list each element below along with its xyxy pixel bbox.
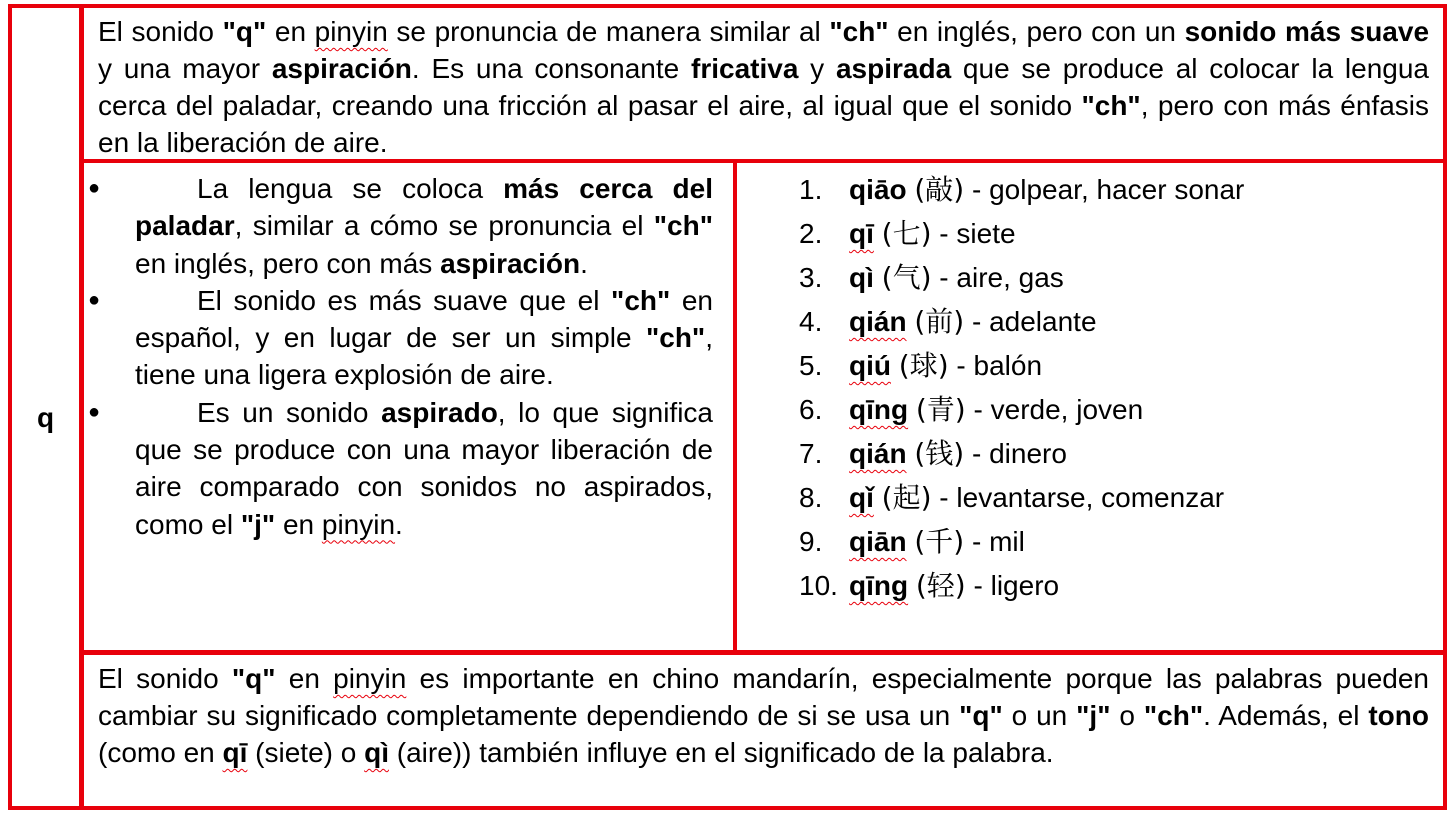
intro-paragraph	[98, 13, 1429, 161]
articulation-bullet	[84, 282, 713, 394]
example-meaning: - ligero	[965, 570, 1060, 601]
example-meaning: - mil	[964, 526, 1025, 557]
bullet-dot-icon: ●	[88, 177, 101, 199]
example-item	[799, 344, 1244, 388]
bold-text: "ch"	[1143, 700, 1204, 731]
articulation-bullet	[84, 394, 713, 543]
example-meaning: - verde, joven	[965, 394, 1144, 425]
example-number: 2.	[799, 218, 823, 249]
bold-text: "ch"	[645, 322, 706, 354]
articulation-cell	[80, 159, 737, 654]
text-run: (como en	[98, 737, 223, 768]
bold-text: "q"	[231, 663, 276, 694]
letter-label: q	[36, 402, 55, 433]
bullet-dot-icon: ●	[88, 288, 101, 311]
text-run: .	[395, 508, 403, 540]
example-hanzi: (青)	[915, 393, 966, 426]
example-item	[799, 564, 1244, 608]
example-hanzi: (千)	[914, 525, 965, 558]
example-number: 5.	[799, 350, 823, 381]
letter-cell	[8, 4, 83, 810]
text-run: en inglés, pero con un	[888, 16, 1185, 47]
bullet-text	[135, 173, 713, 279]
example-pinyin: qiú	[849, 350, 891, 381]
text-run: El sonido es más suave que el	[197, 284, 612, 316]
text-run: en	[275, 508, 322, 540]
example-item	[799, 476, 1244, 520]
bold-text: aspiración	[271, 53, 412, 84]
example-pinyin: qián	[849, 438, 907, 469]
example-number: 7.	[799, 438, 823, 469]
example-number: 6.	[799, 394, 823, 425]
example-meaning: - dinero	[964, 438, 1067, 469]
example-number: 3.	[799, 262, 823, 293]
example-hanzi: (七)	[881, 217, 932, 250]
articulation-list	[84, 170, 713, 543]
example-meaning: - adelante	[964, 306, 1097, 337]
bold-text: sonido más suave	[1184, 16, 1430, 47]
examples-list	[799, 168, 1244, 608]
example-hanzi: (敲)	[914, 173, 965, 206]
example-hanzi: (球)	[898, 349, 949, 382]
text-run: o un	[1002, 700, 1077, 731]
bold-text: "q"	[222, 16, 267, 47]
text-run: en inglés, pero con más	[135, 247, 441, 279]
bold-text: aspirada	[835, 53, 952, 84]
text-run: . Es una consonante	[411, 53, 691, 84]
example-item	[799, 256, 1244, 300]
text-run: o	[1110, 700, 1144, 731]
example-number: 8.	[799, 482, 823, 513]
example-pinyin: qián	[849, 306, 907, 337]
bold-text: más cerca del paladar	[135, 173, 713, 242]
example-hanzi: (起)	[881, 481, 932, 514]
text-run: (siete) o	[247, 737, 365, 768]
bullet-text	[135, 397, 713, 540]
example-pinyin: qǐ	[849, 482, 874, 513]
examples-cell	[733, 159, 1447, 654]
bold-text: tono	[1368, 700, 1429, 731]
bold-text: "ch"	[653, 210, 713, 242]
text-run: en	[266, 16, 315, 47]
text-run: , tiene una ligera explosión de aire.	[135, 322, 713, 391]
text-run: . Además, el	[1203, 700, 1369, 731]
text-run: El sonido	[98, 16, 223, 47]
example-number: 1.	[799, 174, 823, 205]
example-number: 4.	[799, 306, 823, 337]
text-run: pinyin	[314, 16, 388, 47]
text-run: es importante en chino mandarín, especialmente porque las palabras pueden cambiar su significado completamente dependiendo de si se usa un	[98, 663, 1429, 731]
example-meaning: - aire, gas	[931, 262, 1064, 293]
example-hanzi: (钱)	[914, 437, 965, 470]
example-item	[799, 520, 1244, 564]
bold-text: fricativa	[691, 53, 799, 84]
text-run: se pronuncia de manera similar al	[387, 16, 830, 47]
bold-text: qì	[364, 737, 389, 768]
text-run: , lo que significa que se produce con una mayor liberación de aire comparado con sonidos no aspirados, como el	[135, 396, 713, 540]
text-run: Es un sonido	[197, 396, 382, 428]
bold-text: "q"	[959, 700, 1003, 731]
articulation-bullet	[84, 170, 713, 282]
example-number: 9.	[799, 526, 823, 557]
example-item	[799, 168, 1244, 212]
example-item	[799, 432, 1244, 476]
example-hanzi: (轻)	[915, 569, 966, 602]
example-pinyin: qī	[849, 218, 874, 249]
bold-text: "ch"	[829, 16, 889, 47]
bold-text: "j"	[1076, 700, 1111, 731]
bold-text: aspirado	[381, 396, 498, 428]
bold-text: aspiración	[440, 247, 581, 279]
example-meaning: - golpear, hacer sonar	[964, 174, 1245, 205]
summary-paragraph	[98, 660, 1429, 771]
text-run: en	[275, 663, 334, 694]
bullet-dot-icon: ●	[88, 400, 101, 423]
example-pinyin: qīng	[849, 394, 909, 425]
example-pinyin: qì	[849, 262, 874, 293]
text-run: El sonido	[98, 663, 232, 694]
bullet-text	[135, 285, 713, 391]
example-hanzi: (前)	[914, 305, 965, 338]
example-meaning: - levantarse, comenzar	[931, 482, 1225, 513]
example-item	[799, 300, 1244, 344]
text-run: pinyin	[333, 663, 407, 694]
bold-text: qī	[222, 737, 248, 768]
text-run: y una mayor	[98, 53, 272, 84]
example-meaning: - balón	[948, 350, 1043, 381]
text-run: .	[580, 247, 588, 279]
example-pinyin: qīng	[849, 570, 909, 601]
summary-cell	[80, 651, 1447, 810]
example-item	[799, 388, 1244, 432]
text-run: , similar a cómo se pronuncia el	[234, 210, 654, 242]
example-pinyin: qiāo	[849, 174, 907, 205]
example-meaning: - siete	[931, 218, 1016, 249]
bold-text: "ch"	[611, 284, 671, 316]
text-run: La lengua se coloca	[197, 173, 504, 204]
bold-text: "ch"	[1081, 90, 1141, 121]
example-pinyin: qiān	[849, 526, 907, 557]
text-run: en español, y en lugar de ser un simple	[135, 284, 713, 354]
text-run: y	[798, 53, 836, 84]
example-item	[799, 212, 1244, 256]
text-run: (aire)) también influye en el significado de la palabra.	[388, 737, 1054, 768]
text-run: pinyin	[321, 508, 396, 540]
text-run: que se produce al colocar la lengua cerca del paladar, creando una fricción al pasar el aire, al igual que el sonido	[98, 53, 1429, 121]
example-number: 10.	[799, 570, 838, 601]
text-run: , pero con más énfasis en la liberación de aire.	[98, 90, 1429, 158]
intro-cell	[80, 4, 1447, 163]
example-hanzi: (气)	[881, 261, 932, 294]
bold-text: "j"	[240, 508, 276, 540]
